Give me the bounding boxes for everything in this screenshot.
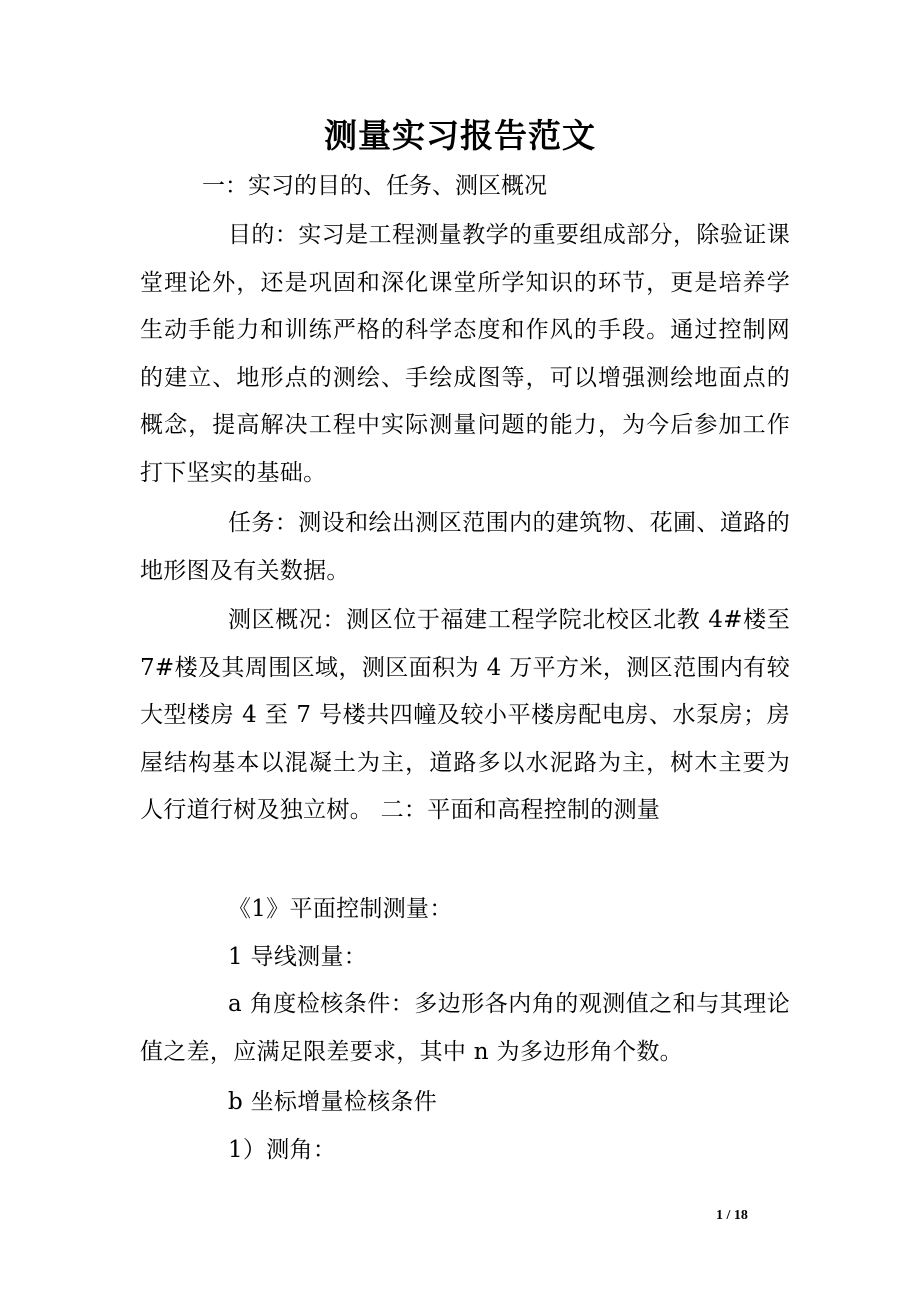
page-number: 1 / 18 bbox=[716, 1208, 748, 1223]
item-traverse-survey: 1 导线测量： bbox=[228, 944, 368, 970]
paragraph-task: 任务：测设和绘出测区范围内的建筑物、花圃、道路的地形图及有关数据。 bbox=[140, 510, 790, 584]
subheading-plane-control: 《1》平面控制测量： bbox=[228, 896, 453, 922]
section-heading-purpose-task-area: 一：实习的目的、任务、测区概况 bbox=[202, 173, 547, 199]
item-coordinate-check: b 坐标增量检核条件 bbox=[228, 1089, 438, 1115]
paragraph-angle-check: a 角度检核条件：多边形各内角的观测值之和与其理论值之差，应满足限差要求，其中 n 为多边形角个数。 bbox=[140, 991, 790, 1065]
paragraph-purpose: 目的：实习是工程测量教学的重要组成部分，除验证课堂理论外，还是巩固和深化课堂所学知识的环节，更是培养学生动手能力和训练严格的科学态度和作风的手段。通过控制网的建立、地形点的测绘、手绘成图等，可以增强测绘地面点的概念，提高解决工程中实际测量问题的能力，为今后参加工作打下坚实的基础。 bbox=[140, 222, 790, 486]
document-title: 测量实习报告范文 bbox=[324, 116, 596, 155]
item-angle-measure: 1）测角： bbox=[228, 1137, 337, 1163]
paragraph-survey-area: 测区概况：测区位于福建工程学院北校区北教 4#楼至 7#楼及其周围区域，测区面积为 4 万平方米，测区范围内有较大型楼房 4 至 7 号楼共四幢及较小平楼房配电房、水泵房；房屋结构基本以混凝土为主，道路多以水泥路为主，树木主要为人行道行树及独立树。 二：平面和高程控制的测量 bbox=[140, 607, 790, 823]
